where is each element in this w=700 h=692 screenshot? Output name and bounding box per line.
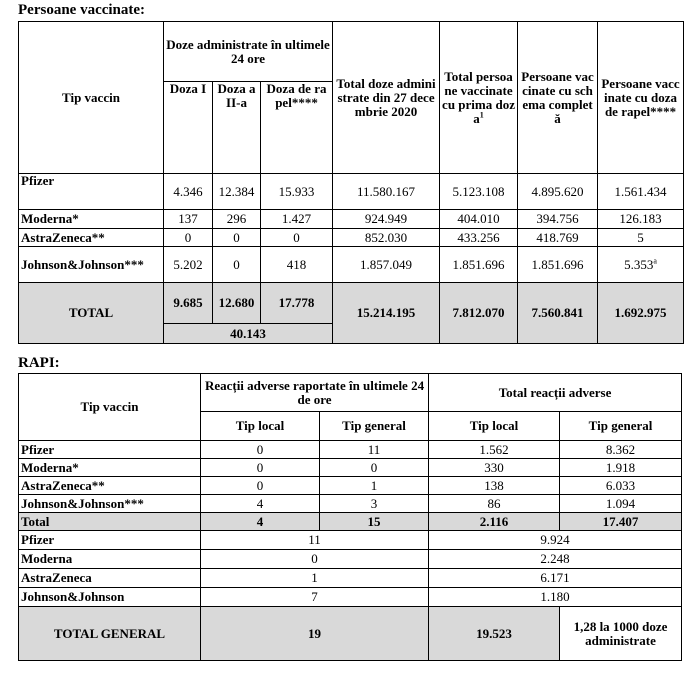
total-row: [19, 283, 684, 324]
rate-per-1000: 1,28 la 1000 doze administrate: [560, 607, 682, 661]
cell: 5.202: [164, 247, 213, 283]
table-row: [19, 477, 682, 495]
rapi-table: [18, 373, 682, 661]
cell: 1.561.434: [598, 174, 684, 210]
cell: 4.346: [164, 174, 213, 210]
cell: 8.362: [560, 441, 682, 459]
cell: 11: [320, 441, 429, 459]
cell: 0: [213, 247, 261, 283]
cell: 17.407: [560, 513, 682, 531]
header-tip-local: Tip local: [201, 412, 320, 441]
cell: 6.171: [429, 569, 682, 588]
cell: 1.180: [429, 588, 682, 607]
cell: 7.812.070: [440, 283, 518, 344]
summary-row: [19, 550, 682, 569]
footnote-marker: 1: [479, 110, 484, 120]
cell: 3: [320, 495, 429, 513]
total-label: Total: [19, 513, 201, 531]
total-row: [19, 513, 682, 531]
cell: 1: [201, 569, 429, 588]
cell: 12.680: [213, 283, 261, 324]
summary-row: [19, 531, 682, 550]
cell: 0: [320, 459, 429, 477]
header-doza-1: Doza I: [164, 82, 213, 174]
cell: 17.778: [261, 283, 333, 324]
cell: 1: [320, 477, 429, 495]
row-name: Johnson&Johnson: [19, 588, 201, 607]
cell: 5.123.108: [440, 174, 518, 210]
cell: 1.918: [560, 459, 682, 477]
footnote-marker: a: [653, 256, 657, 266]
header-tip-general-total: Tip general: [560, 412, 682, 441]
table-row: [19, 495, 682, 513]
header-tip-vaccin: Tip vaccin: [19, 374, 201, 441]
header-tip-local-total: Tip local: [429, 412, 560, 441]
cell: 1.094: [560, 495, 682, 513]
cell: 852.030: [333, 229, 440, 247]
cell: 296: [213, 210, 261, 229]
cell: 15: [320, 513, 429, 531]
cell: 1.851.696: [518, 247, 598, 283]
cell: 4: [201, 513, 320, 531]
cell: 19.523: [429, 607, 560, 661]
cell: 9.685: [164, 283, 213, 324]
cell: 404.010: [440, 210, 518, 229]
row-name: Moderna*: [19, 459, 201, 477]
cell: 11.580.167: [333, 174, 440, 210]
total-label: TOTAL: [19, 283, 164, 344]
cell: 1.851.696: [440, 247, 518, 283]
table-row: [19, 441, 682, 459]
cell: 1.857.049: [333, 247, 440, 283]
cell: 7: [201, 588, 429, 607]
header-doza-2: Doza a II-a: [213, 82, 261, 174]
cell: 2.248: [429, 550, 682, 569]
vaccinated-table: [18, 21, 684, 344]
table-row: [19, 174, 684, 210]
header-prima-doza: Total persoane vaccinate cu prima doza$^1$: [440, 22, 518, 174]
row-name: Johnson&Johnson***: [19, 247, 164, 283]
cell: 6.033: [560, 477, 682, 495]
cell: 0: [201, 550, 429, 569]
rapi-section-title: RAPI:: [18, 355, 60, 371]
cell: 138: [429, 477, 560, 495]
cell: 418.769: [518, 229, 598, 247]
row-name: AstraZeneca: [19, 569, 201, 588]
header-tip-general: Tip general: [320, 412, 429, 441]
header-doze-24h: Doze administrate în ultimele 24 ore: [164, 22, 333, 82]
row-name: Johnson&Johnson***: [19, 495, 201, 513]
cell: 15.933: [261, 174, 333, 210]
header-schema-completa: Persoane vaccinate cu schema completă: [518, 22, 598, 174]
row-name: Moderna: [19, 550, 201, 569]
row-name: AstraZeneca**: [19, 229, 164, 247]
row-name: Pfizer: [19, 441, 201, 459]
cell: 1.692.975: [598, 283, 684, 344]
cell: 0: [201, 477, 320, 495]
cell: 0: [213, 229, 261, 247]
cell: 9.924: [429, 531, 682, 550]
header-total-doze: Total doze administrate din 27 decembrie 2020: [333, 22, 440, 174]
cell: 15.214.195: [333, 283, 440, 344]
cell: 5: [598, 229, 684, 247]
cell: 7.560.841: [518, 283, 598, 344]
cell: 4: [201, 495, 320, 513]
header-total-reactii: Total reacții adverse: [429, 374, 682, 412]
header-tip-vaccin: Tip vaccin: [19, 22, 164, 174]
cell: 433.256: [440, 229, 518, 247]
cell: 2.116: [429, 513, 560, 531]
cell: 5.353$^a$: [598, 247, 684, 283]
cell: 0: [201, 459, 320, 477]
table-row: [19, 229, 684, 247]
row-name: Pfizer: [19, 174, 164, 210]
cell: 4.895.620: [518, 174, 598, 210]
header-rapel: Doza de rapel****: [261, 82, 333, 174]
grand-total-label: TOTAL GENERAL: [19, 607, 201, 661]
header-reactii-24h: Reacții adverse raportate în ultimele 24 de ore: [201, 374, 429, 412]
table-row: [19, 247, 684, 283]
sum-24h: 40.143: [164, 324, 333, 344]
summary-row: [19, 588, 682, 607]
table-row: [19, 210, 684, 229]
cell: 0: [164, 229, 213, 247]
cell: 126.183: [598, 210, 684, 229]
cell: 0: [261, 229, 333, 247]
row-name: AstraZeneca**: [19, 477, 201, 495]
cell: 394.756: [518, 210, 598, 229]
grand-total-row: [19, 607, 682, 661]
cell: 1.562: [429, 441, 560, 459]
summary-row: [19, 569, 682, 588]
cell: 330: [429, 459, 560, 477]
vaccinated-section-title: Persoane vaccinate:: [18, 2, 146, 18]
header-cu-rapel: Persoane vaccinate cu doza de rapel****: [598, 22, 684, 174]
cell: 418: [261, 247, 333, 283]
cell: 86: [429, 495, 560, 513]
table-row: [19, 459, 682, 477]
row-name: Pfizer: [19, 531, 201, 550]
cell: 12.384: [213, 174, 261, 210]
row-name: Moderna*: [19, 210, 164, 229]
cell: 1.427: [261, 210, 333, 229]
cell: 19: [201, 607, 429, 661]
cell: 11: [201, 531, 429, 550]
cell: 924.949: [333, 210, 440, 229]
cell: 137: [164, 210, 213, 229]
cell: 0: [201, 441, 320, 459]
